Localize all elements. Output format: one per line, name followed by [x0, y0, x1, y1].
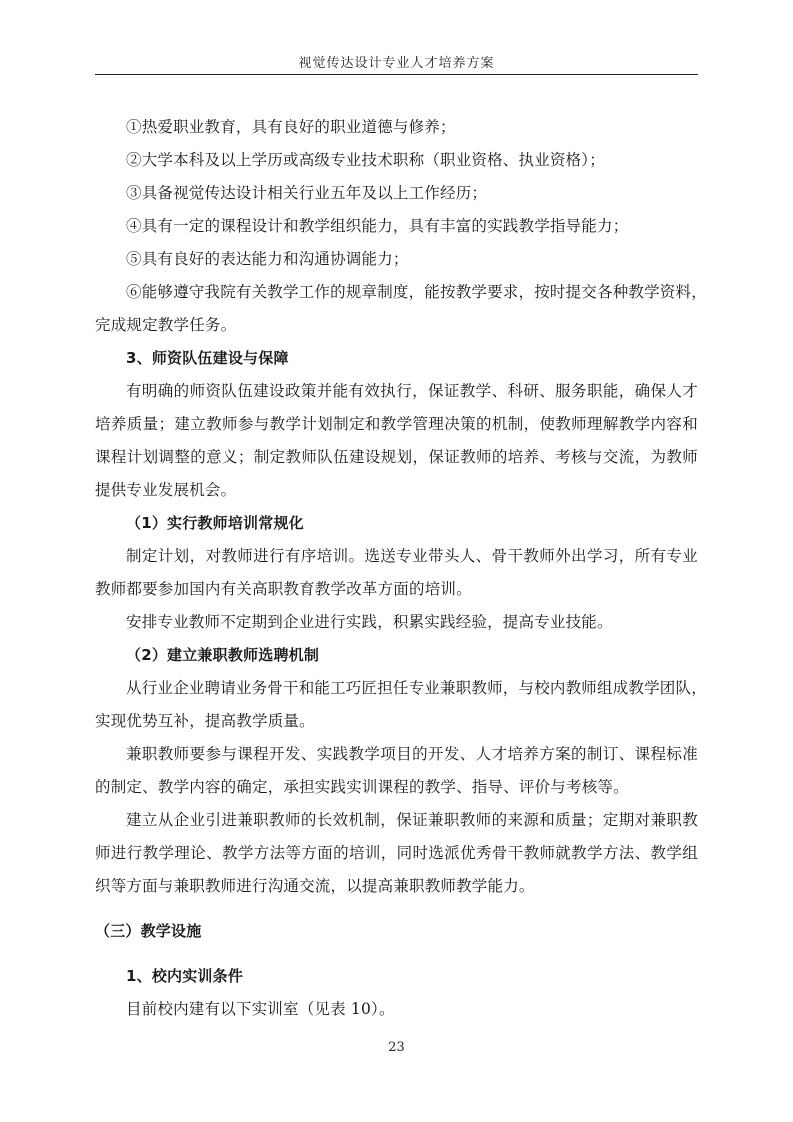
requirement-4: ④具有一定的课程设计和教学组织能力，具有丰富的实践教学指导能力； [126, 217, 629, 235]
subsection-2-paragraph-3-line-1: 建立从企业引进兼职教师的长效机制，保证兼职教师的来源和质量；定期对兼职教 [126, 811, 698, 829]
subsection-2-paragraph-2-line-2: 的制定、教学内容的确定，承担实践实训课程的教学、指导、评价与考核等。 [95, 778, 629, 796]
subsection-2-paragraph-3-line-2: 师进行教学理论、教学方法等方面的培训，同时选派优秀骨干教师就教学方法、教学组 [95, 844, 698, 862]
item-1-paragraph: 目前校内建有以下实训室（见表 10）。 [126, 1000, 395, 1018]
subsection-2-paragraph-1-line-1: 从行业企业聘请业务骨干和能工巧匠担任专业兼职教师，与校内教师组成教学团队， [126, 679, 707, 697]
section-3-paragraph-line-4: 提供专业发展机会。 [95, 481, 237, 499]
subsection-2-paragraph-2-line-1: 兼职教师要参与课程开发、实践教学项目的开发、人才培养方案的制订、课程标准 [126, 745, 698, 763]
subsection-1-heading: （1）实行教师培训常规化 [126, 514, 304, 532]
spacer [95, 903, 698, 915]
subsection-1-paragraph-2: 安排专业教师不定期到企业进行实践，积累实践经验，提高专业技能。 [126, 613, 613, 631]
requirement-1: ①热爱职业教育，具有良好的职业道德与修养； [126, 118, 456, 136]
running-header: 视觉传达设计专业人才培养方案 [298, 56, 495, 71]
section-3-paragraph-line-3: 课程计划调整的意义；制定教师队伍建设规划，保证教师的培养、考核与交流，为教师 [95, 448, 698, 466]
spacer [95, 948, 698, 960]
requirement-2: ②大学本科及以上学历或高级专业技术职称（职业资格、执业资格）； [126, 151, 605, 169]
requirement-6-line-1: ⑥能够遵守我院有关教学工作的规章制度，能按教学要求，按时提交各种教学资料， [126, 283, 707, 301]
subsection-2-paragraph-1-line-2: 实现优势互补，提高教学质量。 [95, 712, 315, 730]
page-number: 23 [388, 1040, 405, 1055]
subsection-1-paragraph-line-2: 教师都要参加国内有关高职教育教学改革方面的培训。 [95, 580, 472, 598]
section-3-paragraph-line-2: 培养质量；建立教师参与教学计划制定和教学管理决策的机制，使教师理解教学内容和 [95, 415, 698, 433]
section-3-heading: 3、师资队伍建设与保障 [126, 349, 289, 367]
item-1-heading: 1、校内实训条件 [126, 967, 244, 985]
document-body [95, 111, 707, 1026]
subsection-1-paragraph-line-1: 制定计划，对教师进行有序培训。选送专业带头人、骨干教师外出学习，所有专业 [126, 547, 698, 565]
subsection-2-heading: （2）建立兼职教师选聘机制 [126, 646, 320, 664]
subsection-2-paragraph-3-line-3: 织等方面与兼职教师进行沟通交流，以提高兼职教师教学能力。 [95, 877, 535, 895]
header-divider [95, 74, 698, 75]
requirement-6-line-2: 完成规定教学任务。 [95, 316, 237, 334]
part-3-heading: （三）教学设施 [95, 922, 202, 940]
requirement-5: ⑤具有良好的表达能力和沟通协调能力； [126, 250, 409, 268]
section-3-paragraph-line-1: 有明确的师资队伍建设政策并能有效执行，保证教学、科研、服务职能，确保人才 [126, 382, 698, 400]
requirement-3: ③具备视觉传达设计相关行业五年及以上工作经历； [126, 184, 488, 202]
